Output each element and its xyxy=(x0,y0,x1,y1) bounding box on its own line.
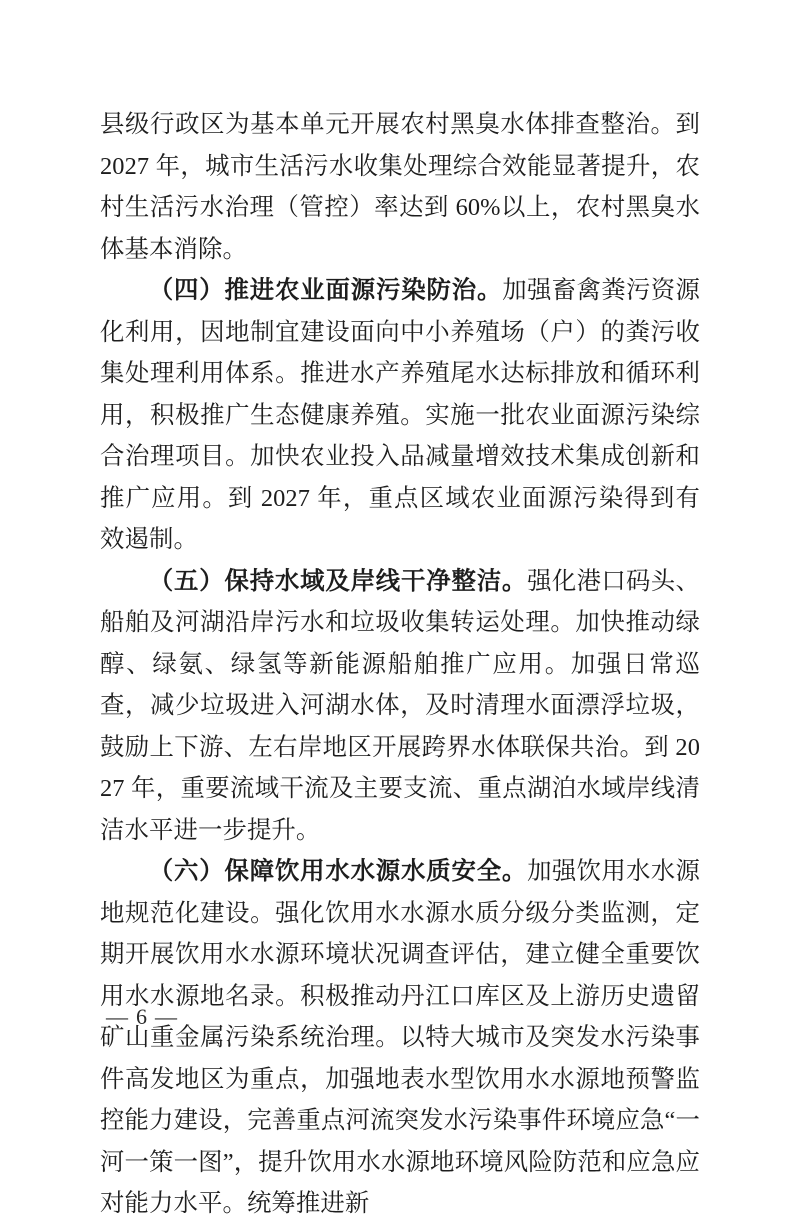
paragraph-body-text: 县级行政区为基本单元开展农村黑臭水体排查整治。到 2027 年，城市生活污水收集处理综合效能显著提升，农村生活污水治理（管控）率达到 60%以上，农村黑臭水体基本消除。 xyxy=(100,111,700,263)
page-number: 6 xyxy=(136,1004,149,1029)
paragraph-continuation xyxy=(100,104,700,270)
page-body xyxy=(100,104,700,1225)
section-body-six: 加强饮用水水源地规范化建设。强化饮用水水源水质分级分类监测，定期开展饮用水水源环境状况调查评估，建立健全重要饮用水水源地名录。积极推动丹江口库区及上游历史遗留矿山重金属污染系统治理。以特大城市及突发水污染事件高发地区为重点，加强地表水型饮用水水源地预警监控能力建设，完善重点河流突发水污染事件环境应急“一河一策一图”，提升饮用水水源地环境风险防范和应急应对能力水平。统筹推进新 xyxy=(100,858,700,1217)
section-heading-four: （四）推进农业面源污染防治。 xyxy=(148,277,503,304)
paragraph-item-five xyxy=(100,561,700,852)
page-number-dash-right: — xyxy=(155,1004,179,1029)
section-body-four: 加强畜禽粪污资源化利用，因地制宜建设面向中小养殖场（户）的粪污收集处理利用体系。推进水产养殖尾水达标排放和循环利用，积极推广生态健康养殖。实施一批农业面源污染综合治理项目。加快农业投入品减量增效技术集成创新和推广应用。到 2027 年，重点区域农业面源污染得到有效遏制。 xyxy=(100,277,700,553)
paragraph-item-six xyxy=(100,851,700,1225)
paragraph-item-four xyxy=(100,270,700,561)
section-heading-six: （六）保障饮用水水源水质安全。 xyxy=(148,858,528,885)
section-heading-five: （五）保持水域及岸线干净整洁。 xyxy=(148,567,528,595)
page-footer xyxy=(100,1002,700,1032)
page-number-dash-left: — xyxy=(106,1004,130,1029)
section-body-five: 强化港口码头、船舶及河湖沿岸污水和垃圾收集转运处理。加快推动绿醇、绿氨、绿氢等新能源船舶推广应用。加强日常巡查，减少垃圾进入河湖水体，及时清理水面漂浮垃圾，鼓励上下游、左右岸地区开展跨界水体联保共治。到 2027 年，重要流域干流及主要支流、重点湖泊水域岸线清洁水平进一步提升。 xyxy=(100,567,700,844)
